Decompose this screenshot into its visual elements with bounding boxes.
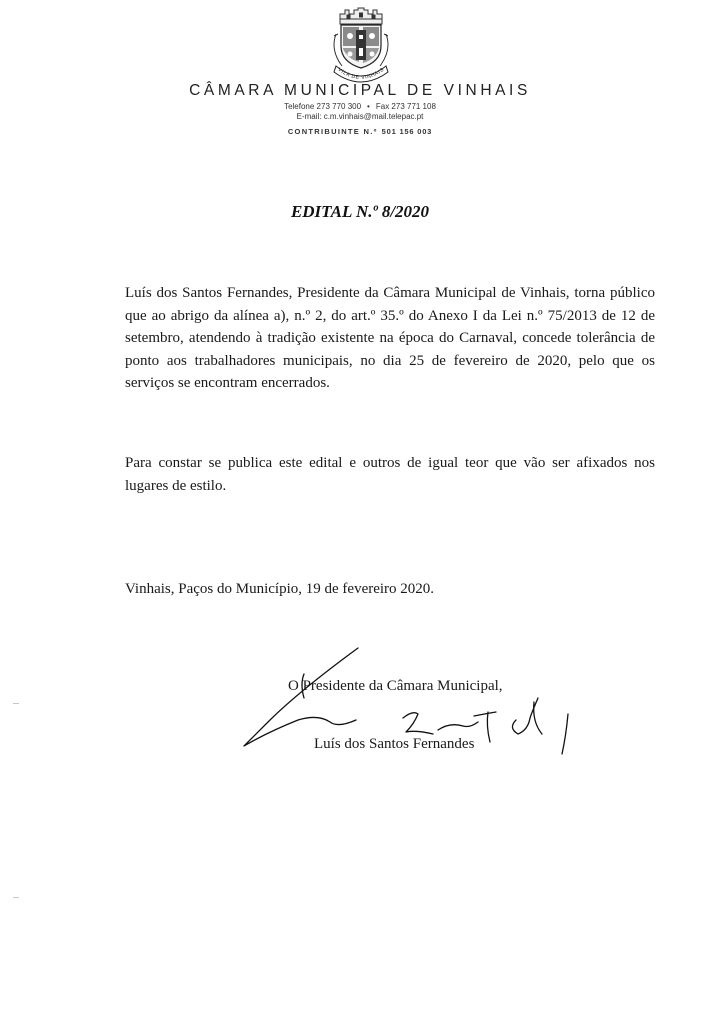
fax-number: Fax 273 771 108 bbox=[375, 102, 436, 111]
signatory-role: O Presidente da Câmara Municipal, bbox=[288, 678, 503, 694]
document-title: EDITAL N.º 8/2020 bbox=[290, 202, 430, 221]
body-paragraph-announcement: Luís dos Santos Fernandes, Presidente da Câmara Municipal de Vinhais, torna público que ao abrigo da alínea a), n.º 2, do art.º 35.º do Anexo I da Lei n.º 75/2013 de 12 de setembro, atendendo à tradição existente na época do Carnaval, concede tolerância de ponto aos trabalhadores municipais, no dia 25 de fevereiro de 2020, pelo que os serviços se encontram encerrados. bbox=[125, 285, 655, 391]
crest-motto-text: VILA DE VINHAIS bbox=[336, 66, 386, 82]
place-and-date: Vinhais, Paços do Município, 19 de fevereiro 2020. bbox=[125, 581, 435, 597]
signatory-name: Luís dos Santos Fernandes bbox=[314, 736, 475, 752]
taxpayer-value: 501 156 003 bbox=[381, 127, 433, 136]
contact-separator: • bbox=[367, 102, 370, 111]
scan-edge-mark bbox=[13, 703, 19, 704]
taxpayer-number bbox=[0, 127, 720, 136]
phone-number: Telefone 273 770 300 bbox=[284, 102, 362, 111]
contact-phone-fax bbox=[0, 102, 720, 111]
contact-email: E-mail: c.m.vinhais@mail.telepac.pt bbox=[296, 112, 424, 121]
handwritten-signature bbox=[238, 642, 578, 782]
crest-motto-banner bbox=[316, 4, 406, 86]
organization-name: CÂMARA MUNICIPAL DE VINHAIS bbox=[189, 82, 531, 99]
taxpayer-label: CONTRIBUINTE N.º bbox=[287, 127, 378, 136]
body-paragraph-publication: Para constar se publica este edital e outros de igual teor que vão ser afixados nos lugares de estilo. bbox=[125, 455, 655, 494]
scan-edge-mark bbox=[13, 897, 19, 898]
svg-text:VILA DE VINHAIS bbox=[336, 67, 385, 81]
